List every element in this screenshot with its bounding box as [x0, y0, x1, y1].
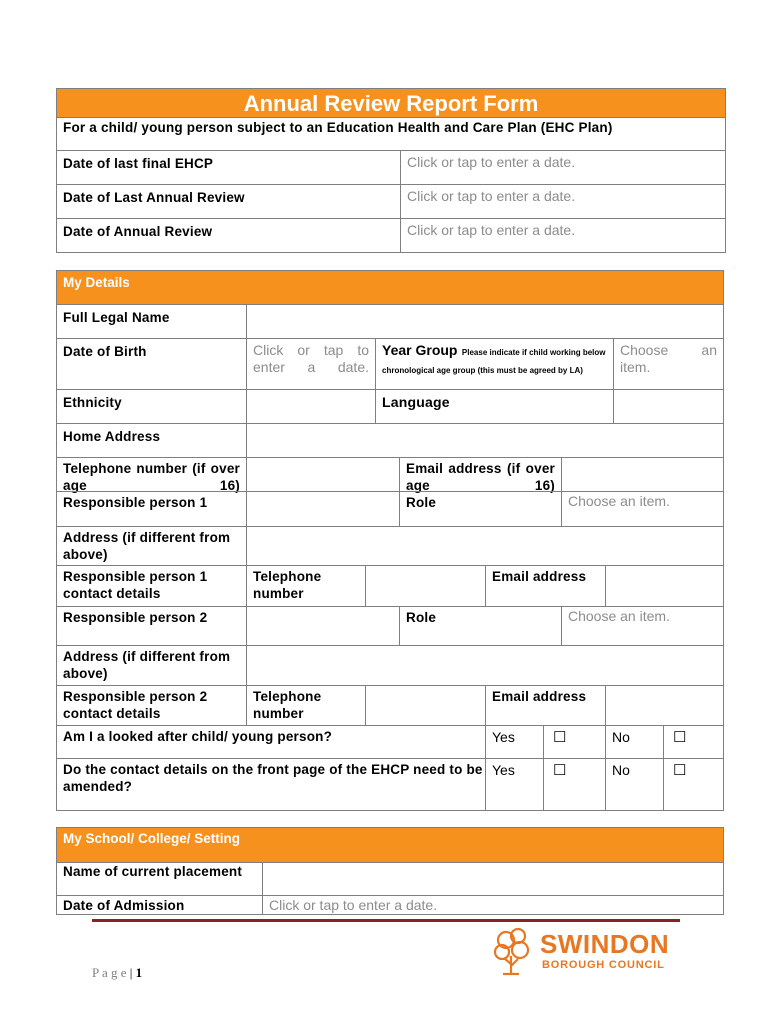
rp1-telephone-field[interactable]	[365, 565, 486, 607]
full-name-field[interactable]	[246, 304, 724, 339]
date-review-placeholder: Click or tap to enter a date.	[407, 222, 576, 238]
ethnicity-field[interactable]	[246, 389, 376, 424]
admission-label: Date of Admission	[63, 898, 185, 913]
looked-after-no-cell	[605, 725, 664, 759]
date-last-review-placeholder: Click or tap to enter a date.	[407, 188, 576, 204]
rp2-contact-label-cell	[56, 685, 247, 726]
rp1-role-select[interactable]	[561, 491, 724, 527]
rp2-role-choose: Choose an item.	[568, 608, 670, 624]
contact-amend-no-checkbox[interactable]	[663, 758, 724, 811]
home-address-label-cell	[56, 423, 247, 458]
full-name-label-cell	[56, 304, 247, 339]
rp1-contact-label: Responsible person 1 contact details	[63, 569, 208, 601]
page-label: P a g e	[92, 965, 127, 980]
rp2-telephone-label: Telephone number	[253, 689, 322, 721]
placement-label: Name of current placement	[63, 864, 243, 879]
checkbox-icon: ☐	[673, 729, 687, 746]
email-field[interactable]	[561, 457, 724, 492]
rp2-role-label: Role	[406, 610, 437, 625]
year-group-note: Please indicate if child working below chronological age group (this must be agreed by LA)	[382, 348, 606, 375]
rp2-email-label-cell	[485, 685, 606, 726]
ethnicity-label-cell	[56, 389, 247, 424]
school-title: My School/ College/ Setting	[63, 831, 241, 846]
looked-after-label: Am I a looked after child/ young person?	[63, 729, 333, 744]
email-label: Email address (if over age 16)	[406, 461, 555, 493]
rp1-role-choose: Choose an item.	[568, 493, 670, 509]
rp2-field[interactable]	[246, 606, 400, 646]
date-last-ehcp-label-cell	[56, 150, 401, 185]
admission-placeholder: Click or tap to enter a date.	[269, 897, 438, 913]
year-group-select[interactable]	[613, 338, 724, 390]
contact-amend-label-cell	[56, 758, 486, 811]
looked-after-no-label: No	[612, 729, 630, 745]
language-label-cell	[375, 389, 614, 424]
footer-rule	[92, 919, 680, 922]
my-details-title: My Details	[63, 275, 130, 290]
rp1-field[interactable]	[246, 491, 400, 527]
page-number-footer	[92, 965, 142, 981]
rp2-role-label-cell	[399, 606, 562, 646]
language-label: Language	[382, 394, 450, 410]
checkbox-icon: ☐	[553, 762, 567, 779]
swindon-logo	[490, 926, 690, 978]
language-field[interactable]	[613, 389, 724, 424]
telephone-label: Telephone number (if over age 16)	[63, 461, 240, 493]
page-separator: |	[129, 965, 133, 980]
looked-after-label-cell	[56, 725, 486, 759]
form-subtitle-row	[56, 117, 726, 151]
rp2-label-cell	[56, 606, 247, 646]
year-group-label-cell	[375, 338, 614, 390]
looked-after-no-checkbox[interactable]	[663, 725, 724, 759]
full-name-label: Full Legal Name	[63, 310, 170, 325]
logo-name: SWINDON	[540, 929, 670, 959]
rp1-address-label: Address (if different from above)	[63, 530, 231, 562]
form-subtitle: For a child/ young person subject to an Education Health and Care Plan (EHC Plan)	[63, 120, 613, 135]
year-group-choose: Choose an item.	[620, 342, 717, 375]
my-details-header	[56, 270, 724, 305]
telephone-field[interactable]	[246, 457, 400, 492]
rp1-label-cell	[56, 491, 247, 527]
rp1-email-label: Email address	[492, 569, 587, 584]
date-last-review-label-cell	[56, 184, 401, 219]
admission-label-cell	[56, 895, 263, 915]
rp2-email-field[interactable]	[605, 685, 724, 726]
logo-sub: BOROUGH COUNCIL	[542, 959, 665, 971]
admission-field[interactable]	[262, 895, 724, 915]
contact-amend-label: Do the contact details on the front page of the EHCP need to be amended?	[63, 762, 483, 794]
rp2-address-field[interactable]	[246, 645, 724, 686]
rp1-address-label-cell	[56, 526, 247, 566]
rp2-address-label-cell	[56, 645, 247, 686]
form-title-bar	[56, 88, 726, 118]
rp2-address-label: Address (if different from above)	[63, 649, 231, 681]
contact-amend-yes-label: Yes	[492, 762, 515, 778]
dob-placeholder: Click or tap to enter a date.	[253, 342, 369, 375]
home-address-field[interactable]	[246, 423, 724, 458]
looked-after-yes-checkbox[interactable]	[543, 725, 606, 759]
contact-amend-yes-checkbox[interactable]	[543, 758, 606, 811]
date-last-review-field[interactable]	[400, 184, 726, 219]
rp1-label: Responsible person 1	[63, 495, 208, 510]
checkbox-icon: ☐	[673, 762, 687, 779]
rp1-role-label-cell	[399, 491, 562, 527]
checkbox-icon: ☐	[553, 729, 567, 746]
rp1-email-field[interactable]	[605, 565, 724, 607]
email-label-cell	[399, 457, 562, 492]
home-address-label: Home Address	[63, 429, 161, 444]
rp1-telephone-label: Telephone number	[253, 569, 322, 601]
rp2-contact-label: Responsible person 2 contact details	[63, 689, 208, 721]
placement-field[interactable]	[262, 862, 724, 896]
rp2-email-label: Email address	[492, 689, 587, 704]
contact-amend-no-label: No	[612, 762, 630, 778]
telephone-label-cell	[56, 457, 247, 492]
year-group-label: Year Group	[382, 342, 458, 358]
dob-label: Date of Birth	[63, 344, 147, 359]
dob-label-cell	[56, 338, 247, 390]
date-review-label-cell	[56, 218, 401, 253]
date-last-ehcp-field[interactable]	[400, 150, 726, 185]
rp1-telephone-label-cell	[246, 565, 366, 607]
rp1-contact-label-cell	[56, 565, 247, 607]
rp1-address-field[interactable]	[246, 526, 724, 566]
looked-after-yes-label: Yes	[492, 729, 515, 745]
rp2-label: Responsible person 2	[63, 610, 208, 625]
looked-after-yes-cell	[485, 725, 544, 759]
rp1-role-label: Role	[406, 495, 437, 510]
ethnicity-label: Ethnicity	[63, 395, 122, 410]
rp2-role-select[interactable]	[561, 606, 724, 646]
contact-amend-no-cell	[605, 758, 664, 811]
date-last-ehcp-placeholder: Click or tap to enter a date.	[407, 154, 576, 170]
dob-field[interactable]	[246, 338, 376, 390]
rp2-telephone-label-cell	[246, 685, 366, 726]
form-title: Annual Review Report Form	[243, 91, 539, 116]
date-review-field[interactable]	[400, 218, 726, 253]
tree-icon	[490, 926, 538, 978]
date-review-label: Date of Annual Review	[63, 224, 213, 239]
contact-amend-yes-cell	[485, 758, 544, 811]
placement-label-cell	[56, 862, 263, 896]
date-last-ehcp-label: Date of last final EHCP	[63, 156, 214, 171]
rp1-email-label-cell	[485, 565, 606, 607]
page-number: 1	[135, 965, 143, 980]
school-header	[56, 827, 724, 863]
rp2-telephone-field[interactable]	[365, 685, 486, 726]
date-last-review-label: Date of Last Annual Review	[63, 190, 245, 205]
